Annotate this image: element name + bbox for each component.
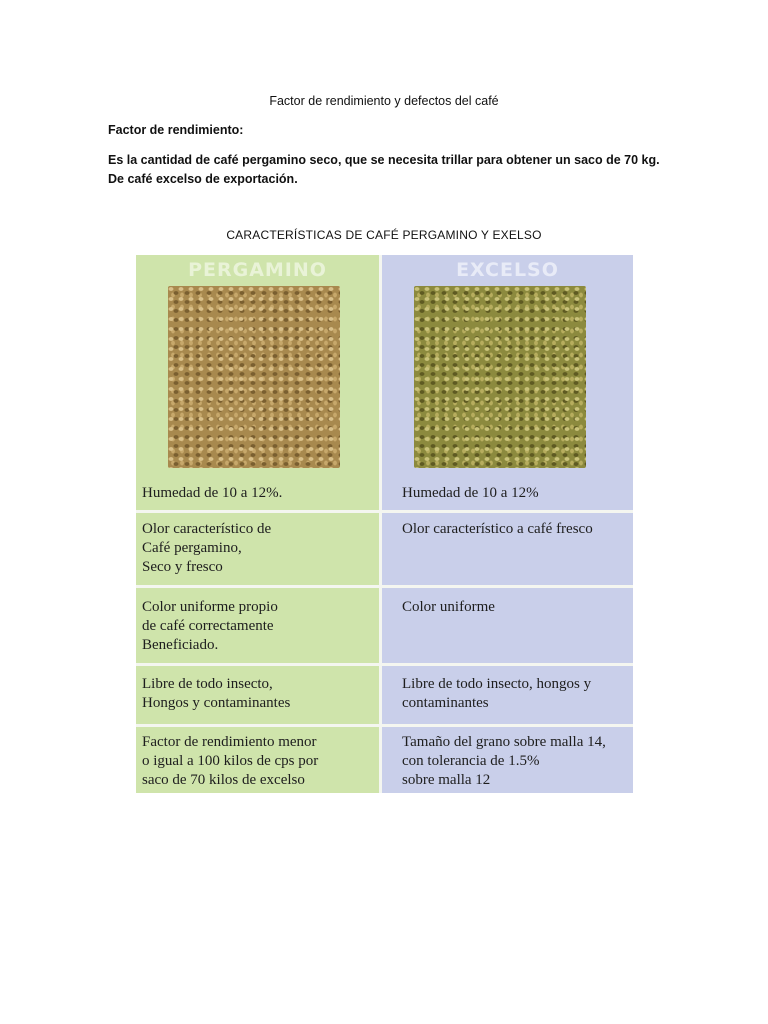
excelso-cell-tamano: Tamaño del grano sobre malla 14, con tolerancia de 1.5% sobre malla 12 [402,734,606,788]
row-separator [136,663,633,666]
pergamino-header: PERGAMINO [188,259,327,281]
pergamino-cell-libre: Libre de todo insecto, Hongos y contaminantes [142,676,291,711]
excelso-cell-libre: Libre de todo insecto, hongos y contaminantes [402,676,592,711]
excelso-cell-color: Color uniforme [402,599,495,615]
pergamino-cell-olor: Olor característico de Café pergamino, Seco y fresco [142,521,272,575]
pergamino-cell-factor: Factor de rendimiento menor o igual a 100 kilos de cps por saco de 70 kilos de excelso [142,734,319,788]
document-title: Factor de rendimiento y defectos del café [269,94,499,108]
excelso-cell-humedad: Humedad de 10 a 12% [402,485,539,501]
definition-paragraph: Es la cantidad de café pergamino seco, que se necesita trillar para obtener un saco de 70 kg. De café excelso de exportación. [108,153,660,186]
pergamino-beans-image [168,286,340,468]
pergamino-cell-color: Color uniforme propio de café correctamente Beneficiado. [142,599,278,653]
excelso-cell-olor: Olor característico a café fresco [402,521,593,537]
section-label: Factor de rendimiento: [108,123,244,137]
excelso-beans-image [414,286,586,468]
row-separator [136,510,633,513]
comparison-figure [136,255,633,793]
table-caption: CARACTERÍSTICAS DE CAFÉ PERGAMINO Y EXELSO [226,228,542,242]
row-separator [136,724,633,727]
excelso-header: EXCELSO [456,259,559,281]
pergamino-cell-humedad: Humedad de 10 a 12%. [142,485,283,501]
row-separator [136,585,633,588]
